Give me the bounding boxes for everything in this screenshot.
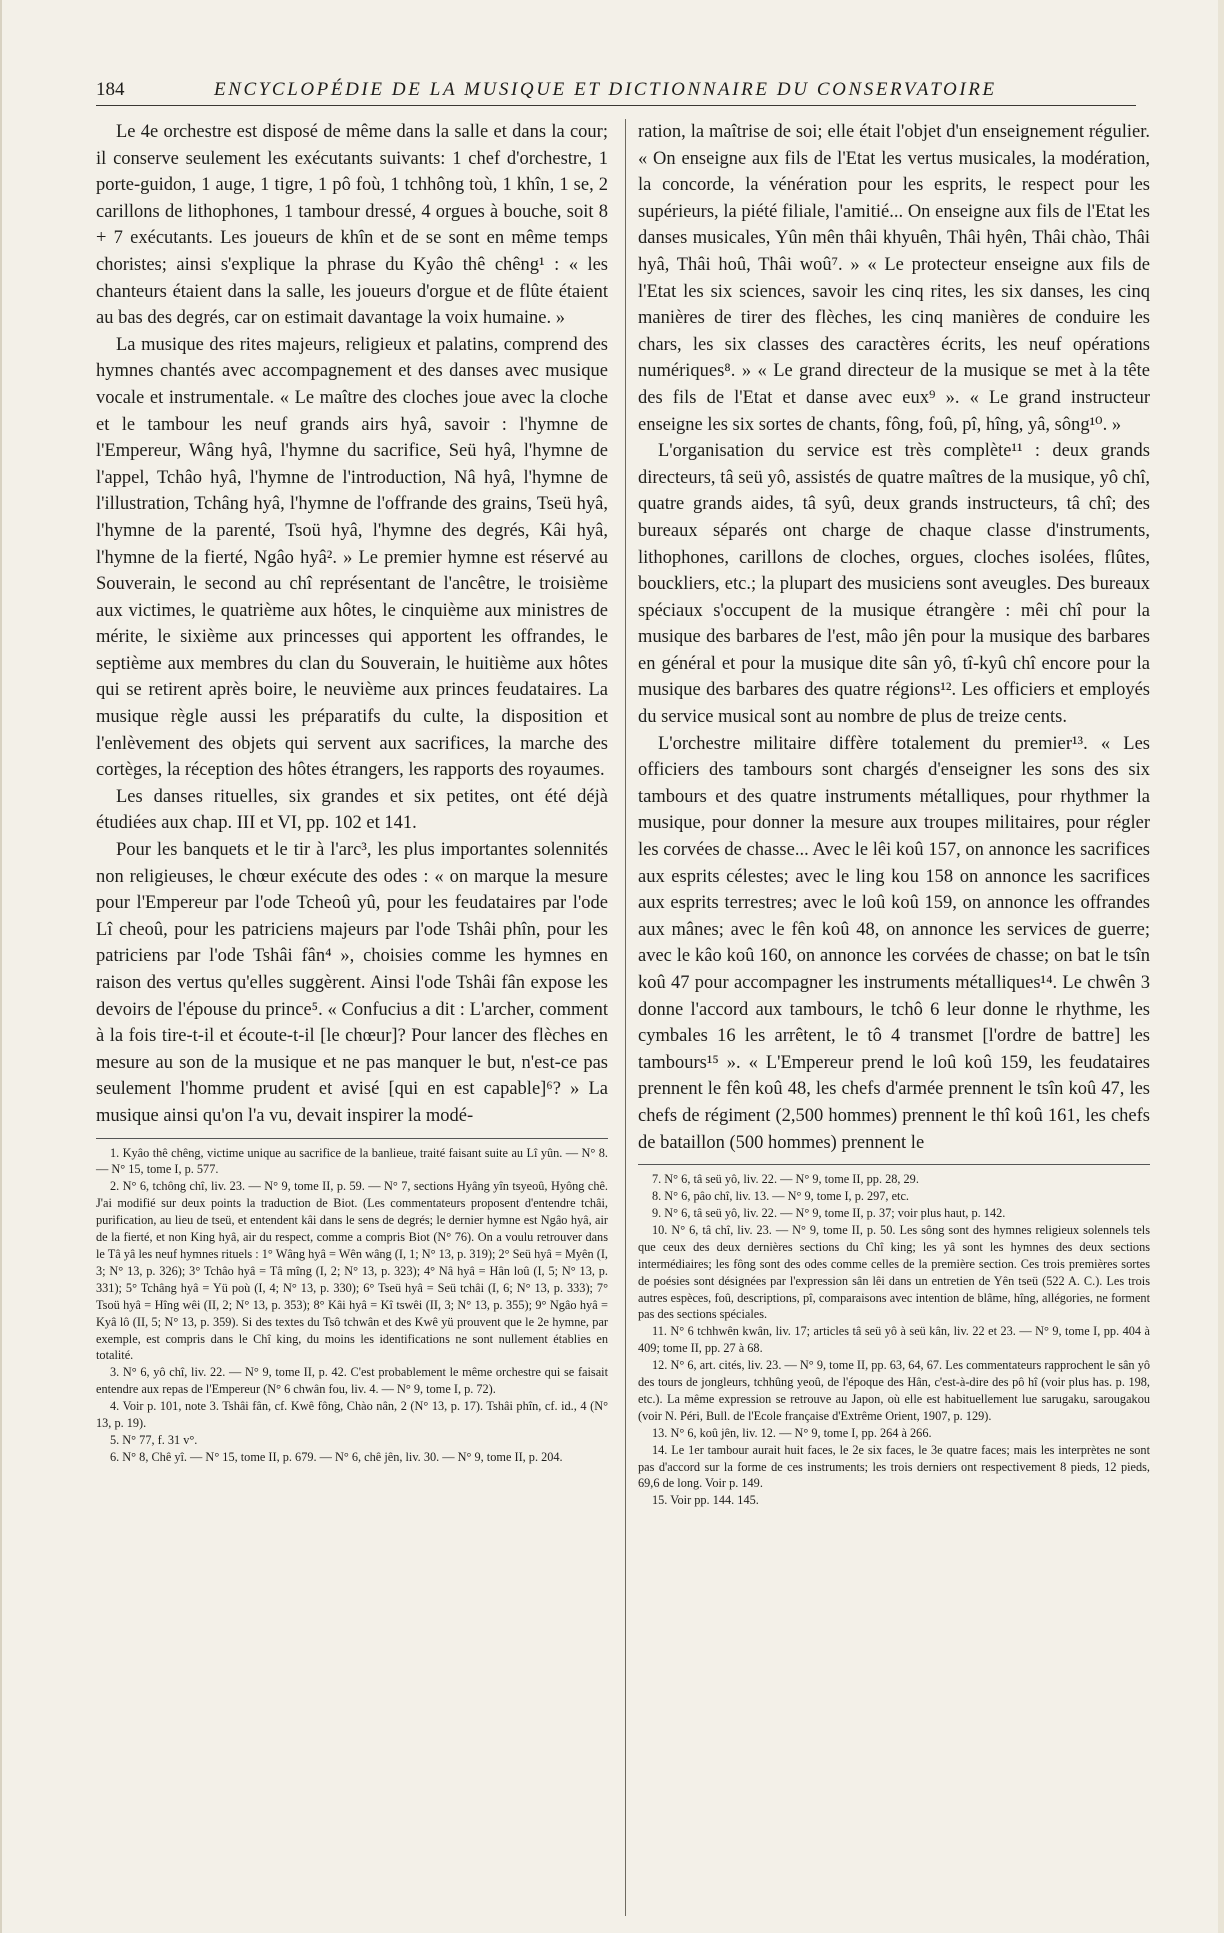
column-divider [625,119,626,1916]
footnote: 14. Le 1er tambour aurait huit faces, le 2e six faces, le 3e quatre faces; mais les interprètes ne sont pas d'accord sur la forme de ces instruments; les trois derniers ont respectivement 8 pieds, 12 pieds, 69,6 de long. Voir p. 149. [638,1442,1150,1491]
right-footnotes [638,1171,1150,1509]
right-column [638,119,1150,1509]
footnote: 3. N° 6, yô chî, liv. 22. — N° 9, tome II, p. 42. C'est probablement le même orchestre qui se faisait entendre aux repas de l'Empereur (N° 6 chwân fou, liv. 4. — N° 9, tome I, p. 72). [96,1365,608,1397]
paragraph: Les danses rituelles, six grandes et six petites, ont été déjà étudiées aux chap. III et VI, pp. 102 et 141. [96,786,608,834]
footnote: 7. N° 6, tâ seü yô, liv. 22. — N° 9, tome II, pp. 28, 29. [652,1172,919,1187]
left-column [96,119,608,1466]
footnote: 13. N° 6, koû jên, liv. 12. — N° 9, tome I, pp. 264 à 266. [652,1425,932,1440]
page-number: 184 [96,79,125,100]
footnote-separator [638,1164,1150,1165]
paragraph: ration, la maîtrise de soi; elle était l'objet d'un enseignement régulier. « On enseigne aux fils de l'Etat les vertus musicales, la modération, la concorde, la vénération pour les esprits, le respect pour les supérieurs, la piété filiale, l'amitié... On enseigne aux fils de l'Etat les danses musicales, Yûn mên thâi khyuên, Thâi hyên, Thâi chào, Thâi hyâ, Thâi hoû, Thâi woû⁷. » « Le protecteur enseigne aux fils de l'Etat les six sciences, savoir les cinq rites, les six danses, les cinq manières de tirer des flèches, les cinq manières de conduire les chars, les six classes des caractères écrits, les neuf opérations numériques⁸. » « Le grand directeur de la musique se met à la tête des fils de l'Etat et danse avec eux⁹ ». « Le grand instructeur enseigne les six sortes de chants, fông, foû, pî, hîng, yâ, sông¹⁰. » [638,122,1150,435]
footnote: 5. N° 77, f. 31 v°. [110,1432,198,1447]
footnote: 15. Voir pp. 144. 145. [652,1493,759,1508]
footnote: 4. Voir p. 101, note 3. Tshâi fân, cf. Kwê fông, Chào nân, 2 (N° 13, p. 17). Tshâi phîn, cf. id., 4 (N° 13, p. 19). [96,1399,608,1431]
footnote: 10. N° 6, tâ chî, liv. 23. — N° 9, tome II, p. 50. Les sông sont des hymnes religieux solennels tels que ceux des deux dernières sections du Chî king; les yâ sont les hymnes des deux sections intermédiaires; les fông sont des odes comme celles de la première section. Ces trois premières sortes de poésies sont désignées par l'expression sân lêi dans un entretien de Yên tseü (522 A. C.). Les trois autres espèces, foû, descriptions, pî, comparaisons avec intention de blâme, hîng, allégories, ne forment pas des sections spéciales. [638,1222,1150,1322]
page-edge-right [1218,0,1224,1933]
paragraph: Le 4e orchestre est disposé de même dans la salle et dans la cour; il conserve seulement les exécutants suivants: 1 chef d'orchestre, 1 porte-guidon, 1 auge, 1 tigre, 1 pô foù, 1 tchhông toù, 1 khîn, 1 se, 2 carillons de lithophones, 1 tambour dressé, 4 orgues à bouche, soit 8 + 7 exécutants. Les joueurs de khîn et de se sont en même temps choristes; ainsi s'explique la phrase du Kyâo thê chêng¹ : « les chanteurs étaient dans la salle, les joueurs d'orgue et de flûte étaient au bas des degrés, car on estimait davantage la voix humaine. » [96,122,608,329]
running-title: ENCYCLOPÉDIE DE LA MUSIQUE ET DICTIONNAIRE DU CONSERVATOIRE [214,79,997,100]
left-body-text [96,119,608,1130]
footnote: 8. N° 6, pâo chî, liv. 13. — N° 9, tome I, p. 297, etc. [652,1189,909,1204]
footnote: 9. N° 6, tâ seü yô, liv. 22. — N° 9, tome II, p. 37; voir plus haut, p. 142. [652,1205,1006,1220]
footnote: 6. N° 8, Chê yî. — N° 15, tome II, p. 679. — N° 6, chê jên, liv. 30. — N° 9, tome II, p. 204. [110,1449,563,1464]
footnote: 1. Kyâo thê chêng, victime unique au sacrifice de la banlieue, traité faisant suite au Lî yûn. — N° 8. — N° 15, tome I, p. 577. [96,1145,608,1177]
footnote-separator [96,1138,608,1139]
page-edge-left [0,0,2,1933]
right-body-text [638,119,1150,1156]
page-header [96,77,1136,106]
footnote: 2. N° 6, tchông chî, liv. 23. — N° 9, tome II, p. 59. — N° 7, sections Hyâng yîn tsyeoû, Hyông chê. J'ai modifié sur deux points la traduction de Biot. (Les commentateurs proposent d'entendre tchâi, purification, au lieu de tseü, et entendent kâi dans le sens de degrés; le dernier hymne est Ngâo hyâ, air de la fierté, et non King hyâ, air du respect, comme a compris Biot (N° 76). On a voulu retrouver dans le Tâ yâ les neuf hymnes rituels : 1° Wâng hyâ = Wên wâng (I, 1; N° 13, p. 319); 2° Seü hyâ = Myên (I, 3; N° 13, p. 326); 3° Tchâo hyâ = Tâ mîng (I, 2; N° 13, p. 323); 4° Nâ hyâ = Hân loû (I, 5; N° 13, p. 331); 5° Tchâng hyâ = Yü poù (I, 4; N° 13, p. 330); 6° Tseü hyâ = Seü tchâi (I, 6; N° 13, p. 333); 7° Tsoü hyâ = Hîng wêi (II, 2; N° 13, p. 353); 8° Kâi hyâ = Kî tswêi (II, 3; N° 13, p. 355); 9° Ngâo hyâ = Kyâ lô (II, 5; N° 13, p. 359). Si des textes du Tsô tchwân et des Kwê yü prouvent que le 2e hymne, par exemple, est compris dans le Chî king, du moins les identifications ne sont nullement établies en totalité. [96,1179,608,1363]
paragraph: L'orchestre militaire diffère totalement du premier¹³. « Les officiers des tambours sont chargés d'enseigner les sons des six tambours et des quatre instruments métalliques, pour rhythmer la musique, pour donner la mesure aux troupes militaires, pour régler les corvées de chasse... Avec le lêi koû 157, on annonce les sacrifices aux esprits célestes; avec le ling kou 158 on annonce les sacrifices aux esprits terrestres; avec le loû koû 159, on annonce les offrandes aux mânes; avec le fên koû 48, on annonce les services de guerre; avec le kâo koû 160, on annonce les corvées de chasse; on bat le tsîn koû 47 pour accompagner les instruments métalliques¹⁴. Le chwên 3 donne l'accord aux tambours, le tchô 6 leur donne le rhythme, les cymbales 16 les arrêtent, le tô 4 transmet [l'ordre de battre] les tambours¹⁵ ». « L'Empereur prend le loû koû 159, les feudataires prennent le fên koû 48, les chefs d'armée prennent le tsîn koû 47, les chefs de régiment (2,500 hommes) prennent le thî koû 161, les chefs de bataillon (500 hommes) prennent le [638,733,1150,1153]
paragraph: La musique des rites majeurs, religieux et palatins, comprend des hymnes chantés avec accompagnement et des danses avec musique vocale et instrumentale. « Le maître des cloches joue avec la cloche et le tambour les neuf grands airs hyâ, savoir : l'hymne de l'Empereur, Wâng hyâ, l'hymne du sacrifice, Seü hyâ, l'hymne de l'appel, Tchâo hyâ, l'hymne de l'introduction, Nâ hyâ, l'hymne de l'illustration, Tchâng hyâ, l'hymne de l'offrande des grains, Tseü hyâ, l'hymne de la parenté, Tsoü hyâ, l'hymne des degrés, Kâi hyâ, l'hymne de la fierté, Ngâo hyâ². » Le premier hymne est réservé au Souverain, le second au chî représentant de l'ancêtre, le troisième aux victimes, le quatrième aux hôtes, le cinquième aux ministres de mérite, le sixième aux princesses qui apportent les offrandes, le septième aux membres du clan du Souverain, le huitième aux hôtes qui se retirent après boire, le neuvième aux princes feudataires. La musique règle aussi les préparatifs du culte, la disposition et l'enlèvement des objets qui servent aux sacrifices, la marche des cortèges, la réception des hôtes étrangers, les rapports des royaumes. [96,334,608,781]
footnote: 11. N° 6 tchhwên kwân, liv. 17; articles tâ seü yô à seü kân, liv. 22 et 23. — N° 9, tome I, pp. 404 à 409; tome II, pp. 27 à 68. [638,1324,1150,1356]
paragraph: Pour les banquets et le tir à l'arc³, les plus importantes solennités non religieuses, le chœur exécute des odes : « on marque la mesure pour l'Empereur par l'ode Tcheoû yû, pour les feudataires par l'ode Lî cheoû, pour les patriciens majeurs par l'ode Tshâi phîn, pour les patriciens par l'ode Tshâi fân⁴ », choisies comme les hymnes en raison des vertus qu'elles suggèrent. Ainsi l'ode Tshâi fân expose les devoirs de l'épouse du prince⁵. « Confucius a dit : L'archer, comment à la fois tire-t-il et écoute-t-il [le chœur]? Pour lancer des flèches en mesure au son de la musique et ne pas manquer le but, n'est-ce pas seulement l'homme prudent et avisé [qui en est capable]⁶? » La musique ainsi qu'on l'a vu, devait inspirer la modé- [96,840,608,1126]
left-footnotes [96,1145,608,1466]
footnote: 12. N° 6, art. cités, liv. 23. — N° 9, tome II, pp. 63, 64, 67. Les commentateurs rapprochent le sân yô des tours de jongleurs, tchhûng yeoû, de l'époque des Hân, c'est-à-dire des pô hî (voir plus has. p. 198, etc.). La même expression se retrouve au Japon, où elle est habituellement lue sarugaku, sarougakou (voir N. Péri, Bull. de l'Ecole française d'Extrême Orient, 1907, p. 129). [638,1358,1150,1423]
paragraph: L'organisation du service est très complète¹¹ : deux grands directeurs, tâ seü yô, assistés de quatre maîtres de la musique, yô chî, quatre grands aides, tâ syû, deux grands instructeurs, tâ chî; des bureaux séparés ont charge de chaque classe d'instruments, lithophones, carillons de cloches, orgues, cloches isolées, flûtes, bouckliers, etc.; la plupart des musiciens sont aveugles. Des bureaux spéciaux s'occupent de la musique étrangère : mêi chî pour la musique des barbares de l'est, mâo jên pour la musique des barbares en général et pour la musique dite sân yô, tî-kyû chî encore pour la musique des barbares des quatre régions¹². Les officiers et employés du service musical sont au nombre de plus de treize cents. [638,441,1150,728]
